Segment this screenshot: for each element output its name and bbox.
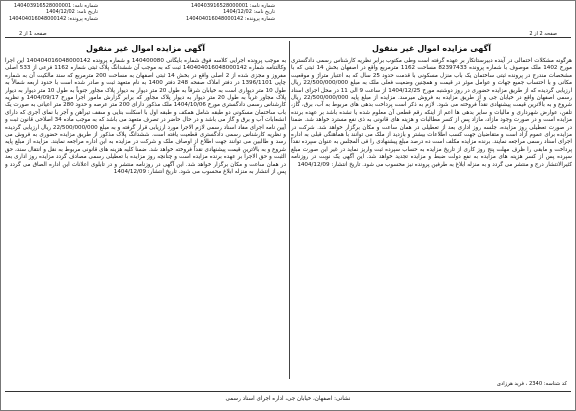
page-number-left: صفحه 1 از 2: [19, 31, 47, 37]
header-left-block: [9, 3, 98, 22]
letter-number: شماره نامه: 140403916528000001: [190, 3, 275, 9]
left-column: [5, 41, 286, 377]
header-right-block: [186, 3, 275, 22]
notice-body: به موجب پرونده اجرایی کلاسه فوق شماره بایگانی 140400080 و شماره پرونده 140404016048000142 این اجرا وکالتنامه شماره 140404016048000142 ثبت که به موجب آن ششدانگ پلاک ثبتی شماره 1162 فرعی از 533 اصلی مفروز و مجزی شده از 2 اصلی واقع در بخش 14 ثبتی اصفهان به مساحت 200 مترمربع که سند مالکیت آن به شماره چاپی 1396/1101 در دفتر املاک صفحه 248 دفتر 1400 به نام متعهد ثبت و صادر شده است با حدود اربعه شمالاً به طول 10 متر دیواری است به خیابان شرقاً به طول 20 متر دیوار به دیوار پلاک مجاور جنوباً به طول 10 متر دیوار به دیوار پلاک مجاور غرباً به طول 20 متر دیوار به دیوار پلاک مجاور که برابر گزارش مامور اجرا مورخ 1404/09/17 و نظریه کارشناس رسمی دادگستری مورخ 1404/10/06 ملک مذکور دارای 200 متر عرصه و حدود 280 متر اعیانی به صورت یک باب ساختمان مسکونی دو طبقه شامل همکف و طبقه اول با اسکلت بنایی و سقف تیرآهن و آجر با نمای آجری که دارای انشعابات آب و برق و گاز می باشد و در حال حاضر در تصرف متعهد می باشد که به موجب ماده 34 اصلاحی قانون ثبت و آیین نامه اجرای مفاد اسناد رسمی لازم الاجرا مورد ارزیابی قرار گرفته و به مبلغ 22/500/000/000 ریال ارزیابی گردیده و نظریه کارشناس رسمی دادگستری قطعیت یافته است. ششدانگ پلاک مذکور از طریق مزایده حضوری به فروش می رسد و طالبین می توانند جهت اطلاع از اوصاف ملک و شرکت در مزایده به این اداره مراجعه نمایند. مزایده از مبلغ پایه شروع و به بالاترین قیمت پیشنهادی نقداً فروخته خواهد شد. ضمنا کلیه هزینه های قانونی مربوط به نقل و انتقال سند، حق الثبت و حق الاجرا بر عهده برنده مزایده است و چنانچه روز مزایده با تعطیلی رسمی مصادف گردد مزایده روز اداری بعد در همان ساعت و مکان برگزار خواهد شد. این آگهی در روزنامه منتشر و در تابلوی اعلانات این اداره الصاق می گردد و پس از انتشار به منزله ابلاغ محسوب می شود. تاریخ انتشار: 1404/12/09: [5, 58, 286, 176]
notice-body: هرگونه مشکلات احتمالی در آینده دبیرستانکار بر عهده گرفته است وطی مکتوب برابر نظریه کارشناس رسمی دادگستری مورخ 1402 ملک موصوف با شماره پرونده 82397433 مساحت 1162 مترمربع واقع در اصفهان بخش 14 ثبتی که با مشخصات مندرج در پرونده ثبتی ساختمان یک باب منزل مسکونی با قدمت حدود 25 سال که به اعتبار متراژ و موقعیت مکانی و با احتساب جمیع جهات و عوامل موثر در قیمت و همچنین وضعیت فعلی ملک به مبلغ 22/500/000/000 ریال ارزیابی گردیده که از طریق مزایده حضوری در روز دوشنبه مورخ 1404/12/25 از ساعت 9 الی 11 در محل اجرای اسناد رسمی اصفهان واقع در خیابان جی و از طریق مزایده به فروش میرسد. مزایده از مبلغ پایه 22/500/000/000 ریال شروع و به بالاترین قیمت پیشنهادی نقداً فروخته می شود. لازم به ذکر است پرداخت بدهی های مربوط به آب، برق، گاز، تلفن، عوارض شهرداری و مالیات و سایر بدهی ها اعم از اینکه رقم قطعی آن معلوم شده یا نشده باشد بر عهده برنده مزایده است و در صورت وجود مازاد، مازاد پس از کسر مطالبات و هزینه های قانونی به ذی نفع مسترد خواهد شد. ضمنا در صورت تعطیلی روز مزایده، جلسه روز اداری بعد از تعطیلی در همان ساعت و مکان برگزار خواهد شد. شرکت در مزایده برای عموم آزاد است و متقاضیان جهت کسب اطلاعات بیشتر و بازدید از ملک می توانند با هماهنگی قبلی به اداره اجرای اسناد رسمی مراجعه نمایند. برنده مزایده مکلف است ده درصد مبلغ پیشنهادی را فی المجلس به عنوان سپرده نقداً پرداخت و مابقی را ظرف مهلت پنج روز کاری از تاریخ مزایده به حساب سپرده ثبت واریز نماید در غیر این صورت مبلغ سپرده پس از کسر هزینه های مزایده به نفع دولت ضبط و مزایده تجدید خواهد شد. این آگهی یک نوبت در روزنامه کثیرالانتشار درج و منتشر می گردد و به منزله ابلاغ به طرفین پرونده نیز محسوب می شود. تاریخ انتشار: 1404/12/09: [291, 58, 572, 168]
right-column: [291, 41, 572, 377]
column-divider: [289, 41, 290, 379]
notice-title: آگهی مزایده اموال غیر منقول: [372, 44, 491, 53]
letter-date: تاریخ نامه: 1404/12/02: [46, 9, 98, 16]
page-number-right: صفحه 2 از 2: [529, 31, 557, 37]
file-number: شماره پرونده: 140404016048000142: [9, 15, 98, 22]
notice-title: آگهی مزایده اموال غیر منقول: [86, 44, 205, 53]
header-divider: [5, 37, 571, 38]
file-number: شماره پرونده: 140404016048000142: [186, 15, 275, 22]
page-footer: نشانی: اصفهان، خیابان جی، اداره اجرای اسناد رسمی: [5, 391, 571, 407]
signature-line: کد شناسه: 2340 ، فرید هرزادی: [496, 381, 567, 387]
letter-number: شماره نامه: 140403916528000001: [13, 3, 98, 9]
letter-date: تاریخ نامه: 1404/12/02: [223, 9, 275, 16]
